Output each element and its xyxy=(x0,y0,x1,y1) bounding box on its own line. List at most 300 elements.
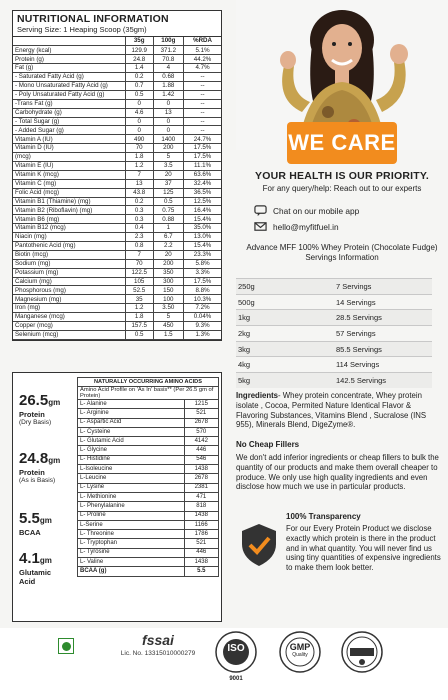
stat-label: Glutamic xyxy=(19,568,52,577)
nutrition-cell: Carbohydrate (g) xyxy=(13,108,125,117)
amino-cell: 570 xyxy=(184,427,218,436)
iso-text: ISO xyxy=(227,643,245,654)
nutrition-cell: 37 xyxy=(153,179,184,188)
nutrition-row xyxy=(13,233,221,242)
no-cheap-fillers-title: No Cheap Fillers xyxy=(236,440,300,449)
nutrition-cell: 17.5% xyxy=(184,144,221,153)
stat-sub: (As is Basis) xyxy=(19,477,56,484)
nutrition-cell: 35 xyxy=(125,295,153,304)
amino-cell: 1438 xyxy=(184,511,218,520)
amino-total-cell: BCAA (g) xyxy=(78,567,184,576)
nutrition-cell: 13 xyxy=(153,108,184,117)
nutrition-cell: 11.1% xyxy=(184,161,221,170)
vegetarian-mark-icon xyxy=(58,638,74,654)
amino-row xyxy=(78,492,218,501)
nutrition-header-cell xyxy=(13,37,125,46)
amino-cell: 1166 xyxy=(184,520,218,529)
amino-cell: L- Lysine xyxy=(78,483,184,492)
nutrition-row xyxy=(13,144,221,153)
nutrition-row xyxy=(13,90,221,99)
nutrition-cell: 157.5 xyxy=(125,322,153,331)
nutrition-cell: 150 xyxy=(153,286,184,295)
nutrition-cell: 5.8% xyxy=(184,259,221,268)
servings-row xyxy=(236,341,432,357)
nutrition-cell: 17.5% xyxy=(184,153,221,162)
nutrition-cell: 0.2 xyxy=(125,197,153,206)
chat-link[interactable] xyxy=(254,204,444,217)
nutrition-cell: 4 xyxy=(153,64,184,73)
nutrition-row xyxy=(13,206,221,215)
nutrition-cell: 1.88 xyxy=(153,81,184,90)
chat-label: Chat on our mobile app xyxy=(273,205,360,216)
nutrition-cell: (mcg) xyxy=(13,153,125,162)
stat-unit: gm xyxy=(39,556,52,565)
servings-cell: 250g xyxy=(236,279,334,295)
ingredients xyxy=(236,391,442,430)
stat-sub: (Dry Basis) xyxy=(19,419,52,426)
nutrition-cell: 20 xyxy=(153,250,184,259)
nutrition-cell: Calcium (mg) xyxy=(13,277,125,286)
tagline: YOUR HEALTH IS OUR PRIORITY. xyxy=(255,170,429,182)
nutrition-cell: 70 xyxy=(125,259,153,268)
amino-row xyxy=(78,558,218,567)
nutrition-cell: 63.6% xyxy=(184,170,221,179)
nutrition-cell: 3.5 xyxy=(153,161,184,170)
nutrition-cell: -- xyxy=(184,90,221,99)
nutrition-cell: 100 xyxy=(153,295,184,304)
nutrition-cell: Vitamin D (IU) xyxy=(13,144,125,153)
servings-cell: 5kg xyxy=(236,373,334,389)
nutrition-cell: 350 xyxy=(153,268,184,277)
nutrition-row xyxy=(13,161,221,170)
stat-unit: gm xyxy=(39,516,52,525)
nutrition-cell: 129.9 xyxy=(125,46,153,55)
nutrition-cell: Magnesium (mg) xyxy=(13,295,125,304)
stat-bcaa xyxy=(19,511,75,537)
nutrition-cell: 0.2 xyxy=(125,73,153,82)
protein-stats xyxy=(13,373,75,621)
amino-cell: L-Serine xyxy=(78,520,184,529)
amino-row xyxy=(78,483,218,492)
no-cheap-fillers-text: We don't add inferior ingredients or cheap fillers to bulk the quantity of our products and make them overall cheaper to produce. We only use high quality ingredients and even disclose how much we use in particular products. xyxy=(236,453,439,492)
we-care-badge xyxy=(287,122,397,164)
amino-table xyxy=(78,399,218,576)
nutrition-cell: 1.8 xyxy=(125,153,153,162)
stat-protein-dry xyxy=(19,393,75,427)
nutrition-cell: 15.4% xyxy=(184,241,221,250)
nutrition-cell: 122.5 xyxy=(125,268,153,277)
amino-cell: L- Arginine xyxy=(78,409,184,418)
nutrition-cell: 8.8% xyxy=(184,286,221,295)
nutrition-cell: 0.5 xyxy=(125,330,153,339)
nutrition-row xyxy=(13,153,221,162)
nutrition-row xyxy=(13,215,221,224)
nutrition-cell: 20 xyxy=(153,170,184,179)
servings-cell: 1kg xyxy=(236,310,334,326)
servings-cell: 3kg xyxy=(236,341,334,357)
amino-row xyxy=(78,530,218,539)
nutrition-cell: 1.8 xyxy=(125,313,153,322)
servings-row xyxy=(236,310,432,326)
amino-cell: L-Leucine xyxy=(78,474,184,483)
shield-check-icon xyxy=(238,522,280,568)
nutrition-row xyxy=(13,322,221,331)
iso-number: 9001 xyxy=(229,676,243,682)
nutrition-cell: 300 xyxy=(153,277,184,286)
query-text: For any query/help: Reach out to our experts xyxy=(262,184,422,193)
amino-cell: 2678 xyxy=(184,474,218,483)
servings-cell: 114 Servings xyxy=(334,357,432,373)
nutrition-header-cell: %RDA xyxy=(184,37,221,46)
badge-text: WE CARE xyxy=(288,130,396,155)
amino-cell: L- Valine xyxy=(78,558,184,567)
nutrition-cell: 0.5 xyxy=(125,90,153,99)
nutrition-cell: Vitamin B12 (mcg) xyxy=(13,224,125,233)
nutrition-cell: Potassium (mg) xyxy=(13,268,125,277)
nutrition-row xyxy=(13,304,221,313)
nutrition-cell: 1400 xyxy=(153,135,184,144)
servings-cell: 85.5 Servings xyxy=(334,341,432,357)
nutrition-cell: Vitamin B1 (Thiamine) (mg) xyxy=(13,197,125,206)
nutrition-row xyxy=(13,277,221,286)
nutrition-cell: 0.3 xyxy=(125,215,153,224)
nutrition-cell: 1.42 xyxy=(153,90,184,99)
nutrition-cell: 23.3% xyxy=(184,250,221,259)
fssai-logo xyxy=(118,632,198,657)
amino-cell: 2381 xyxy=(184,483,218,492)
nutrition-cell: 0.75 xyxy=(153,206,184,215)
nutrition-cell: -- xyxy=(184,126,221,135)
servings-cell: 500g xyxy=(236,294,334,310)
stat-value: 5.5 xyxy=(19,510,40,527)
servings-cell: 142.5 Servings xyxy=(334,373,432,389)
nutrition-row xyxy=(13,108,221,117)
amino-row xyxy=(78,400,218,409)
nutrition-row xyxy=(13,73,221,82)
nutrition-cell: 0.8 xyxy=(125,241,153,250)
amino-row xyxy=(78,474,218,483)
nutrition-cell: 10.3% xyxy=(184,295,221,304)
nutrition-cell: 7 xyxy=(125,170,153,179)
nutrition-cell: 52.5 xyxy=(125,286,153,295)
amino-cell: 521 xyxy=(184,409,218,418)
amino-cell: 1215 xyxy=(184,400,218,409)
amino-cell: 471 xyxy=(184,492,218,501)
amino-cell: 446 xyxy=(184,446,218,455)
nutrition-table xyxy=(13,37,221,340)
nutrition-cell: 7.2% xyxy=(184,304,221,313)
nutrition-row xyxy=(13,259,221,268)
nutrition-cell: 70.8 xyxy=(153,55,184,64)
servings-cell: 4kg xyxy=(236,357,334,373)
nutrition-cell: Vitamin E (IU) xyxy=(13,161,125,170)
nutrition-cell: 0 xyxy=(153,126,184,135)
amino-cell: L- Cysteine xyxy=(78,427,184,436)
nutrition-cell: - Added Sugar (g) xyxy=(13,126,125,135)
nutrition-row xyxy=(13,286,221,295)
amino-cell: 521 xyxy=(184,539,218,548)
email-icon xyxy=(254,220,267,233)
nutrition-row xyxy=(13,330,221,339)
amino-cell: L- Tryptophan xyxy=(78,539,184,548)
amino-cell: L- Histidine xyxy=(78,455,184,464)
nutrition-row xyxy=(13,295,221,304)
nutrition-cell: 70 xyxy=(125,144,153,153)
nutrition-cell: 24.7% xyxy=(184,135,221,144)
nutrition-cell: -- xyxy=(184,73,221,82)
nutrition-cell: 43.8 xyxy=(125,188,153,197)
nutrition-row xyxy=(13,99,221,108)
amino-row xyxy=(78,409,218,418)
nutrition-cell: 15.4% xyxy=(184,215,221,224)
servings-cell: 57 Servings xyxy=(334,326,432,342)
nutrition-row xyxy=(13,135,221,144)
amino-row xyxy=(78,418,218,427)
stat-protein-as-is xyxy=(19,451,75,485)
servings-cell: 28.5 Servings xyxy=(334,310,432,326)
nutrition-cell: 4.7% xyxy=(184,64,221,73)
nutrition-cell: 5 xyxy=(153,313,184,322)
nutrition-cell: 1.2 xyxy=(125,304,153,313)
stat-label: Protein xyxy=(19,468,45,477)
amino-cell: L- Alanine xyxy=(78,400,184,409)
nutrition-cell: Biotin (mcg) xyxy=(13,250,125,259)
nutrition-cell: -- xyxy=(184,117,221,126)
nutrition-cell: 0.88 xyxy=(153,215,184,224)
nutrition-cell: 371.2 xyxy=(153,46,184,55)
email-link[interactable] xyxy=(254,220,444,233)
stat-sub: Acid xyxy=(19,577,36,586)
servings-title: Advance MFF 100% Whey Protein (Chocolate Fudge) Servings Information xyxy=(246,243,438,262)
servings-row xyxy=(236,326,432,342)
nutrition-title: NUTRITIONAL INFORMATION xyxy=(17,13,169,25)
amino-row xyxy=(78,446,218,455)
stat-unit: gm xyxy=(48,456,61,465)
nutrition-cell: Iron (mg) xyxy=(13,304,125,313)
stat-value: 26.5 xyxy=(19,392,49,409)
amino-subheading: Amino Acid Profile on 'As In' basis** (Per 26.5 gm of Protein) xyxy=(78,386,218,399)
nutrition-row xyxy=(13,170,221,179)
nutrition-cell: 13.0% xyxy=(184,233,221,242)
nutrition-row xyxy=(13,241,221,250)
nutrition-cell: 5.1% xyxy=(184,46,221,55)
nutrition-cell: Sodium (mg) xyxy=(13,259,125,268)
amino-cell: 1438 xyxy=(184,558,218,567)
nutrition-row xyxy=(13,188,221,197)
amino-total-cell: 5.5 xyxy=(184,567,218,576)
nutrition-row xyxy=(13,81,221,90)
nutrition-cell: 0.68 xyxy=(153,73,184,82)
nutrition-cell: Pantothenic Acid (mg) xyxy=(13,241,125,250)
nutrition-cell: 2.2 xyxy=(153,241,184,250)
nutrition-row xyxy=(13,313,221,322)
stat-label: Protein xyxy=(19,410,45,419)
ingredients-text: - Whey protein concentrate, Whey protein isolate , Cocoa, Permited Nature Identical Flavor & Flavoring Substances, Vitamins Blend , Sucralose (INS 955), Minerals Blend, DigeZyme®. xyxy=(236,391,427,430)
nutrition-cell: 0 xyxy=(153,99,184,108)
nutrition-cell: 12.5% xyxy=(184,197,221,206)
nutrition-row xyxy=(13,197,221,206)
amino-cell: 4142 xyxy=(184,437,218,446)
nutrition-row xyxy=(13,268,221,277)
servings-table xyxy=(236,278,432,388)
nutrition-cell: 3.50 xyxy=(153,304,184,313)
nutrition-cell: - Total Sugar (g) xyxy=(13,117,125,126)
amino-cell: 818 xyxy=(184,502,218,511)
amino-row xyxy=(78,437,218,446)
nutrition-row xyxy=(13,64,221,73)
nutrition-row xyxy=(13,126,221,135)
nutrition-cell: Vitamin K (mcg) xyxy=(13,170,125,179)
nutrition-cell: 44.2% xyxy=(184,55,221,64)
chat-icon xyxy=(254,204,267,217)
servings-row xyxy=(236,357,432,373)
nutrition-row xyxy=(13,250,221,259)
nutrition-cell: 13 xyxy=(125,179,153,188)
nutrition-cell: 7 xyxy=(125,250,153,259)
nutrition-cell: 200 xyxy=(153,259,184,268)
nutrition-cell: -- xyxy=(184,108,221,117)
nutrition-cell: Vitamin A (IU) xyxy=(13,135,125,144)
nutrition-header-cell: 100g xyxy=(153,37,184,46)
nutrition-cell: 16.4% xyxy=(184,206,221,215)
amino-cell: 1786 xyxy=(184,530,218,539)
nutrition-cell: 0.5 xyxy=(153,197,184,206)
email-label: hello@myfitfuel.in xyxy=(273,221,339,232)
amino-section xyxy=(12,372,222,622)
nutrition-row xyxy=(13,46,221,55)
nutrition-cell: 35.0% xyxy=(184,224,221,233)
amino-cell: 2678 xyxy=(184,418,218,427)
nutrition-cell: Niacin (mg) xyxy=(13,233,125,242)
nutrition-header-cell: 35g xyxy=(125,37,153,46)
stat-label: BCAA xyxy=(19,528,41,537)
nutrition-cell: 125 xyxy=(153,188,184,197)
amino-heading: NATURALLY OCCURRING AMINO ACIDS xyxy=(94,379,202,385)
nutrition-cell: 1.3% xyxy=(184,330,221,339)
amino-cell: L- Proline xyxy=(78,511,184,520)
nutrition-cell: - Mono Unsaturated Fatty Acid (g) xyxy=(13,81,125,90)
nutrition-cell: Vitamin C (mg) xyxy=(13,179,125,188)
nutrition-cell: Folic Acid (mcg) xyxy=(13,188,125,197)
nutrition-header-row xyxy=(13,37,221,46)
amino-row xyxy=(78,548,218,557)
transparency-title: 100% Transparency xyxy=(286,512,361,521)
nutrition-cell: 0 xyxy=(125,99,153,108)
amino-total-row xyxy=(78,567,218,576)
nutrition-cell: 0.4 xyxy=(125,224,153,233)
transparency-text: For our Every Protein Product we disclose exactly which protein is there in the product and in what quantity. You will never find us using tiny quantities of expensive ingredients to make them look better. xyxy=(286,524,441,573)
fssai-license: Lic. No. 13315010000279 xyxy=(120,650,196,657)
amino-row xyxy=(78,539,218,548)
amino-row xyxy=(78,520,218,529)
nutrition-cell: 1 xyxy=(153,224,184,233)
nutrition-row xyxy=(13,117,221,126)
amino-cell: 446 xyxy=(184,548,218,557)
nutrition-row xyxy=(13,55,221,64)
amino-cell: L- Methionine xyxy=(78,492,184,501)
nutrition-cell: 4.6 xyxy=(125,108,153,117)
nutrition-cell: Protein (g) xyxy=(13,55,125,64)
nutrition-cell: 0 xyxy=(125,126,153,135)
serving-size: Serving Size: 1 Heaping Scoop (35gm) xyxy=(13,25,221,37)
nutrition-cell: 0.3 xyxy=(125,206,153,215)
nutrition-cell: 0 xyxy=(125,117,153,126)
amino-cell: L- Glutamic Acid xyxy=(78,437,184,446)
stat-value: 24.8 xyxy=(19,450,49,467)
servings-cell: 14 Servings xyxy=(334,294,432,310)
nutrition-cell: 9.3% xyxy=(184,322,221,331)
amino-table-box xyxy=(77,377,219,577)
amino-cell: L- Aspartic Acid xyxy=(78,418,184,427)
nutrition-cell: -Trans Fat (g) xyxy=(13,99,125,108)
nutrition-cell: 24.8 xyxy=(125,55,153,64)
nutrition-cell: Energy (kcal) xyxy=(13,46,125,55)
footer-certifications xyxy=(0,628,448,700)
stat-glutamic-acid xyxy=(19,551,75,586)
nutrition-cell: Selenium (mcg) xyxy=(13,330,125,339)
nutrition-cell: Vitamin B2 (Riboflavin) (mg) xyxy=(13,206,125,215)
amino-cell: L- Phenylalanine xyxy=(78,502,184,511)
nutrition-cell: 6.7 xyxy=(153,233,184,242)
nutrition-cell: 2.3 xyxy=(125,233,153,242)
nutrition-cell: - Saturated Fatty Acid (g) xyxy=(13,73,125,82)
nutrition-cell: 450 xyxy=(153,322,184,331)
nutrition-cell: 1.2 xyxy=(125,161,153,170)
nutrition-cell: -- xyxy=(184,81,221,90)
nutrition-cell: Fat (g) xyxy=(13,64,125,73)
amino-row xyxy=(78,465,218,474)
servings-row xyxy=(236,373,432,389)
amino-row xyxy=(78,502,218,511)
amino-cell: L- Glycine xyxy=(78,446,184,455)
nutrition-cell: -- xyxy=(184,99,221,108)
fssai-logo-text: fssai xyxy=(142,632,174,648)
servings-row xyxy=(236,294,432,310)
nutrition-cell: 5 xyxy=(153,153,184,162)
amino-row xyxy=(78,455,218,464)
gmp-text: GMP xyxy=(289,642,311,652)
nutrition-cell: 1.4 xyxy=(125,64,153,73)
amino-row xyxy=(78,427,218,436)
nutrition-cell: Vitamin B6 (mg) xyxy=(13,215,125,224)
nutrition-cell: 1.5 xyxy=(153,330,184,339)
stat-value: 4.1 xyxy=(19,550,40,567)
stat-unit: gm xyxy=(48,398,61,407)
amino-cell: L- Tyrosine xyxy=(78,548,184,557)
amino-cell: 1438 xyxy=(184,465,218,474)
nutrition-cell: 0 xyxy=(153,117,184,126)
gmp-sub: Quality xyxy=(292,652,308,658)
nutrition-row xyxy=(13,224,221,233)
nutrition-cell: 3.3% xyxy=(184,268,221,277)
nutrition-cell: 17.5% xyxy=(184,277,221,286)
servings-cell: 2kg xyxy=(236,326,334,342)
servings-row xyxy=(236,279,432,295)
nutrition-cell: 490 xyxy=(125,135,153,144)
amino-row xyxy=(78,511,218,520)
amino-cell: L-Isoleucine xyxy=(78,465,184,474)
servings-cell: 7 Servings xyxy=(334,279,432,295)
amino-cell: L- Threonine xyxy=(78,530,184,539)
nutrition-cell: Copper (mcg) xyxy=(13,322,125,331)
nutrition-cell: 0.04% xyxy=(184,313,221,322)
nutrition-cell: 105 xyxy=(125,277,153,286)
nutrition-cell: 0.7 xyxy=(125,81,153,90)
brand-of-trust-seal-icon xyxy=(340,630,384,674)
nutrition-panel xyxy=(12,10,222,341)
nutrition-row xyxy=(13,179,221,188)
nutrition-cell: - Poly Unsaturated Fatty Acid (g) xyxy=(13,90,125,99)
